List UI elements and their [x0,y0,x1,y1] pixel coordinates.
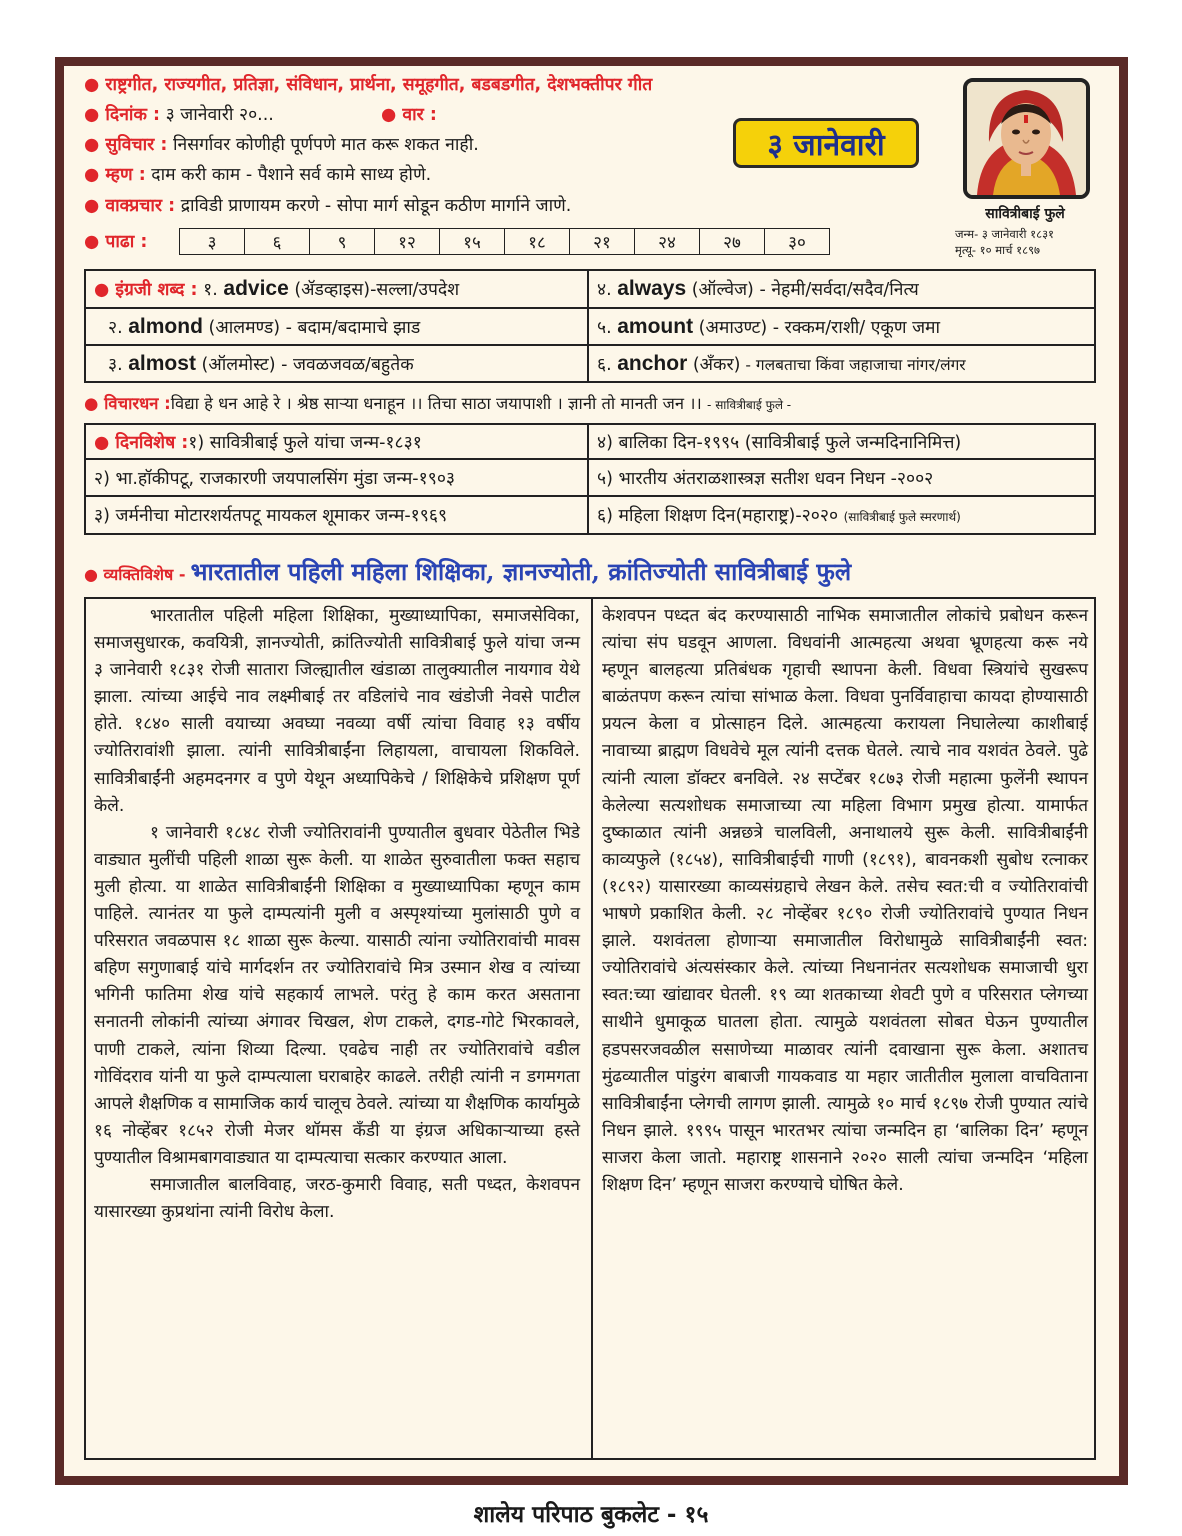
english-word: advice [223,277,289,300]
padha-cell: १२ [375,229,440,255]
english-word: almond [128,314,203,338]
padha-cell: ६ [245,229,310,255]
dinvishesh-table [84,423,1096,535]
portrait-dates [955,226,1054,258]
mhan-line: ● म्हण : दाम करी काम - पैशाने सर्व कामे साध्य होणे. [84,165,432,185]
padha-label: पाढा : [105,232,148,252]
english-words-label: इंग्रजी शब्द : [115,280,198,300]
padha-cell: ३० [765,229,830,255]
page-footer: शालेय परिपाठ बुकलेट - १५ [473,1502,709,1528]
word-pronunciation: (अँकर) [692,354,741,375]
biography-paragraph: समाजातील बालविवाह, जरठ-कुमारी विवाह, सती पध्दत, केशवपन यासारख्या कुप्रथांना त्यांनी विरोध केला. [94,1174,580,1223]
padha-table [179,228,830,255]
english-word-cell [85,308,588,345]
biography-paragraph: भारतातील पहिली महिला शिक्षिका, मुख्याध्यापिका, समाजसेविका, समाजसुधारक, कवयित्री, ज्ञानज्योती, क्रांतिज्योती सावित्रीबाई फुले यांचा जन्म ३ जानेवारी १८३१ रोजी सातारा जिल्ह्यातील खंडाळा तालुक्यातील नायगाव येथे झाला. त्यांच्या आईचे नाव लक्ष्मीबाई तर वडिलांचे नाव खंडोजी नेवसे पाटील होते. १८४० साली वयाच्या अवघ्या नवव्या वर्षी त्यांचा विवाह १३ वर्षीय ज्योतिरावांशी झाला. त्यांनी सावित्रीबाईंना लिहायला, वाचायला शिकविले. सावित्रीबाईंनी अहमदनगर व पुणे येथून अध्यापिकेचे / शिक्षिकेचे प्रशिक्षण पूर्ण केले. [94,606,580,816]
word-meaning: -सल्ला/उपदेश [370,280,460,300]
english-word: almost [128,351,196,375]
dinvishesh-item: २) भा.हॉकीपटू, राजकारणी जयपालसिंग मुंडा जन्म-१९०३ [94,468,456,489]
word-pronunciation: (आलमण्ड) [208,317,281,338]
biography-paragraph: १ जानेवारी १८४८ रोजी ज्योतिरावांनी पुण्यातील बुधवार पेठेतील भिडे वाड्यात मुलींची पहिली शाळा सुरू केली. या शाळेत सुरुवातीला फक्त सहाच मुली होत्या. या शाळेत सावित्रीबाईंनी शिक्षिका व मुख्याध्यापिका म्हणून काम पाहिले. त्यानंतर या फुले दाम्पत्यांनी मुली व अस्पृश्यांच्या मुलांसाठी पुणे व परिसरात जवळपास १८ शाळा सुरू केल्या. यासाठी त्यांना ज्योतिरावांची मावस बहिण सगुणाबाई यांचे मार्गदर्शन तर ज्योतिरावांचे मित्र उस्मान शेख व त्यांच्या भगिनी फातिमा शेख यांचे सहकार्य लाभले. परंतु हे काम करत असताना सनातनी लोकांनी त्यांच्या अंगावर चिखल, शेण टाकले, दगड-गोटे भिरकावले, पाणी टाकले, त्यांना शिव्या दिल्या. एवढेच नाही तर ज्योतिरावांचे वडील गोविंदराव यांनी या फुले दाम्पत्याला घराबाहेर काढले. तरीही त्यांनी न डगमगता आपले शैक्षणिक व सामाजिक कार्य चालूच ठेवले. त्यांच्या या शैक्षणिक कार्यामुळे १६ नोव्हेंबर १८५२ रोजी मेजर थॉमस कँडी या इंग्रज अधिकाऱ्याच्या हस्ते पुण्यातील विश्रामबागवाड्यात या दाम्पत्याचा सत्कार करण्यात आला. [94,822,580,1168]
english-word-cell [85,345,588,382]
dinvishesh-item: ६) महिला शिक्षण दिन(महाराष्ट्र)-२०२० [597,506,839,526]
word-num: १. [203,280,218,300]
english-word: amount [617,314,694,338]
word-num: ५. [597,317,612,338]
padha-line: ● पाढा : [84,232,148,252]
vyaktivishesh-label: व्यक्तिविशेष - [103,565,186,584]
english-word-cell [588,270,1095,308]
word-pronunciation: (अमाउण्ट) [698,317,768,338]
english-words-table [84,269,1096,383]
word-meaning: - गलबताचा किंवा जहाजाचा नांगर/लंगर [740,355,966,374]
dinvishesh-label: दिनविशेष : [115,432,189,453]
portrait-born: जन्म- ३ जानेवारी १८३१ [955,227,1055,241]
dinank-line: ● दिनांक : ३ जानेवारी २०... [84,105,274,125]
padha-cell: १५ [440,229,505,255]
english-word: always [617,277,687,300]
padha-cell: ९ [310,229,375,255]
word-num: ६. [597,354,612,375]
vichardhan-text: विद्या हे धन आहे रे । श्रेष्ठ साऱ्या धनाहून ।। तिचा साठा जयापाशी । ज्ञानी तो मानती जन ।। [170,394,702,413]
padha-cell: १८ [505,229,570,255]
portrait-illustration [967,82,1086,195]
dinank-label: दिनांक : [105,105,160,125]
vyaktivishesh-title: भारतातील पहिली महिला शिक्षिका, ज्ञानज्योती, क्रांतिज्योती सावित्रीबाई फुले [190,557,852,586]
vakprachar-value: द्राविडी प्राणायम करणे - सोपा मार्ग सोडून कठीण मार्गाने जाणे. [180,196,572,216]
suvichar-line: ● सुविचार : निसर्गावर कोणीही पूर्णपणे मात करू शकत नाही. [84,135,479,155]
header-topics: राष्ट्रगीत, राज्यगीत, प्रतिज्ञा, संविधान, प्रार्थना, समूहगीत, बडबडगीत, देशभक्तीपर गीत [105,75,653,95]
word-meaning: - नेहमी/सर्वदा/सदैव/नित्य [753,280,919,300]
mhan-value: दाम करी काम - पैशाने सर्व कामे साध्य होणे. [151,165,432,185]
dinvishesh-item: ५) भारतीय अंतराळशास्त्रज्ञ सतीश धवन निधन -२००२ [597,468,934,489]
var-line: ● वार : [381,105,437,125]
portrait-image [963,78,1090,199]
vichardhan-author: - सावित्रीबाई फुले - [707,398,792,412]
word-meaning: - रक्कम/राशी/ एकूण जमा [767,317,941,338]
word-pronunciation: (ऑलमोस्ट) [201,354,276,375]
dinank-value: ३ जानेवारी २०... [165,105,274,125]
english-word-cell [588,308,1095,345]
date-badge: ३ जानेवारी [733,118,919,168]
dinvishesh-item: ४) बालिका दिन-१९९५ (सावित्रीबाई फुले जन्मदिनानिमित्त) [597,432,962,453]
english-word-cell [588,345,1095,382]
word-num: ३. [108,354,123,375]
header-line1: ● राष्ट्रगीत, राज्यगीत, प्रतिज्ञा, संविधान, प्रार्थना, समूहगीत, बडबडगीत, देशभक्तीपर गीत [84,75,653,95]
word-num: २. [108,317,123,338]
word-meaning: - बदाम/बदामाचे झाड [280,317,421,338]
suvichar-value: निसर्गावर कोणीही पूर्णपणे मात करू शकत नाही. [172,135,479,155]
padha-cell: २४ [635,229,700,255]
biography-column-left [94,603,580,1226]
padha-cell: २७ [700,229,765,255]
vakprachar-label: वाक्प्रचार : [105,196,176,216]
dinvishesh-item: ३) जर्मनीचा मोटारशर्यतपटू मायकल शूमाकर जन्म-१९६९ [94,506,448,526]
dinvishesh-note: (सावित्रीबाई फुले स्मरणार्थ) [843,510,961,524]
dinvishesh-item: १) सावित्रीबाई फुले यांचा जन्म-१८३१ [188,432,422,453]
mhan-label: म्हण : [105,165,146,185]
portrait-name: सावित्रीबाई फुले [985,206,1065,222]
padha-cell: २१ [570,229,635,255]
vyaktivishesh-heading: ● व्यक्तिविशेष - भारतातील पहिली महिला शिक्षिका, ज्ञानज्योती, क्रांतिज्योती सावित्रीबाई फुले [84,557,852,586]
dinvishesh-cell [588,496,1095,534]
biography-box [84,597,1096,1460]
dinvishesh-cell [85,459,588,496]
dinvishesh-cell [85,496,588,534]
dinvishesh-cell [588,424,1095,459]
word-pronunciation: (ऑल्वेज) [691,280,754,300]
biography-paragraph: केशवपन पध्दत बंद करण्यासाठी नाभिक समाजातील लोकांचे प्रबोधन करून त्यांचा संप घडवून आणला. विधवांनी आत्महत्या अथवा भ्रूणहत्या करू नये म्हणून बालहत्या प्रतिबंधक गृहाची स्थापना केली. विधवा स्त्रियांचे सुखरूप बाळंतपण करून त्यांचा सांभाळ केला. विधवा पुनर्विवाहाचा कायदा होण्यासाठी प्रयत्न केला व प्रोत्साहन दिले. आत्महत्या करायला निघालेल्या काशीबाई नावाच्या ब्राह्मण विधवेचे मूल त्यांनी दत्तक घेतले. त्याचे नाव यशवंत ठेवले. पुढे त्यांनी त्याला डॉक्टर बनविले. २४ सप्टेंबर १८७३ रोजी महात्मा फुलेंनी स्थापन केलेल्या सत्यशोधक समाजाच्या त्या महिला विभाग प्रमुख होत्या. यामार्फत दुष्काळात त्यांनी अन्नछत्रे चालविली, अनाथालये सुरू केली. सावित्रीबाईंनी काव्यफुले (१८५४), सावित्रीबाईची गाणी (१८९१), बावनकशी सुबोध रत्नाकर (१८९२) यासारख्या काव्यसंग्रहाचे लेखन केले. तसेच स्वत:ची व ज्योतिरावांची भाषणे प्रकाशित केली. २८ नोव्हेंबर १८९० रोजी ज्योतिरावांचे पुण्यात निधन झाले. यशवंतला होणाऱ्या समाजातील विरोधामुळे सावित्रीबाईंनी स्वत: ज्योतिरावांचे अंत्यसंस्कार केले. त्यांच्या निधनानंतर सत्यशोधक समाजाची धुरा स्वत:च्या खांद्यावर घेतली. १९ व्या शतकाच्या शेवटी पुणे व परिसरात प्लेगच्या साथीने धुमाकूळ घातला होता. त्यामुळे यशवंतला सोबत घेऊन पुण्यातील हडपसरजवळील ससाणेच्या माळावर त्यांनी दवाखाना सुरू केला. अशातच मुंढव्यातील पांडुरंग बाबाजी गायकवाड या महार जातीतील मुलाला वाचविताना सावित्रीबाईंना प्लेगची लागण झाली. त्यामुळे १० मार्च १८९७ रोजी पुण्यात त्यांचे निधन झाले. १९९५ पासून भारतभर त्यांचा जन्मदिन हा ‘बालिका दिन’ म्हणून साजरा केला जातो. महाराष्ट्र शासनाने २०२० साली त्यांचा जन्मदिन ‘महिला शिक्षण दिन’ म्हणून साजरा करण्याचे घोषित केले. [602,606,1089,1195]
english-word: anchor [617,351,688,375]
word-meaning: - जवळजवळ/बहुतेक [275,354,414,375]
vakprachar-line: ● वाक्प्रचार : द्राविडी प्राणायम करणे - सोपा मार्ग सोडून कठीण मार्गाने जाणे. [84,196,572,216]
suvichar-label: सुविचार : [105,135,168,155]
dinvishesh-cell [588,459,1095,496]
column-divider [591,599,593,1458]
word-num: ४. [597,280,612,300]
vichardhan-line: ● विचारधन :विद्या हे धन आहे रे । श्रेष्ठ साऱ्या धनाहून ।। तिचा साठा जयापाशी । ज्ञानी तो मानती जन ।। - सावित्रीबाई फुले - [84,394,792,413]
biography-column-right [602,603,1088,1199]
english-word-cell: ● इंग्रजी शब्द : १. advice (ॲडव्हाइस)-सल्ला/उपदेश [85,270,588,308]
vichardhan-label: विचारधन : [104,394,171,413]
word-pronunciation: (ॲडव्हाइस) [294,280,371,300]
dinvishesh-cell: ● दिनविशेष :१) सावित्रीबाई फुले यांचा जन्म-१८३१ [85,424,588,459]
portrait-died: मृत्यू- १० मार्च १८९७ [955,243,1041,257]
var-label: वार : [402,105,437,125]
padha-cell: ३ [180,229,245,255]
